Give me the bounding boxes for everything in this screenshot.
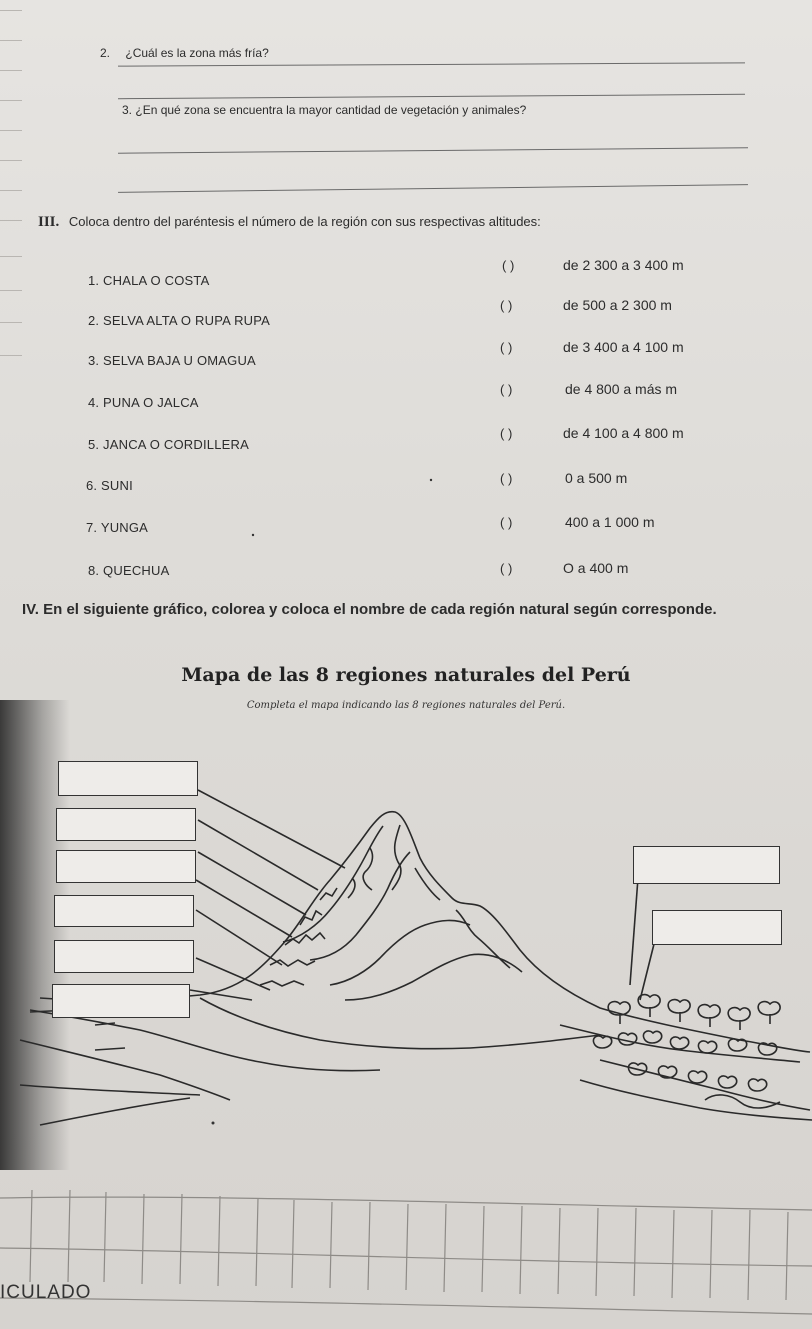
answer-parenthesis[interactable]: ( ) — [500, 471, 513, 486]
answer-parenthesis[interactable]: ( ) — [500, 340, 513, 355]
region-label-box[interactable] — [58, 761, 198, 796]
dot-mark — [430, 479, 432, 481]
dot-mark — [252, 534, 254, 536]
region-name: 3. SELVA BAJA U OMAGUA — [88, 353, 256, 368]
region-label-box[interactable] — [54, 895, 194, 927]
question-text: ¿En qué zona se encuentra la mayor cantidad de vegetación y animales? — [135, 103, 527, 117]
altitude-range: 400 a 1 000 m — [565, 514, 655, 530]
notebook-footer-text: ICULADO — [0, 1282, 92, 1303]
answer-parenthesis[interactable]: ( ) — [500, 515, 513, 530]
region-label-box[interactable] — [52, 984, 190, 1018]
answer-parenthesis[interactable]: ( ) — [502, 258, 515, 273]
section-instruction: Coloca dentro del paréntesis el número de la región con sus respectivas altitudes: — [68, 214, 541, 229]
region-name: 1. CHALA O COSTA — [88, 273, 210, 288]
region-label-box[interactable] — [56, 850, 196, 883]
region-label-box[interactable] — [633, 846, 780, 884]
notebook-grid — [0, 1190, 812, 1329]
question-number: 2. — [100, 46, 111, 60]
altitude-range: de 4 800 a más m — [565, 381, 678, 397]
region-name: 6. SUNI — [86, 478, 133, 493]
altitude-range: de 2 300 a 3 400 m — [563, 257, 684, 273]
region-label-box[interactable] — [54, 940, 194, 973]
altitude-range: O a 400 m — [563, 560, 629, 576]
region-name: 2. SELVA ALTA O RUPA RUPA — [88, 313, 271, 328]
question-text: ¿Cuál es la zona más fría? — [125, 46, 269, 60]
altitude-range: de 3 400 a 4 100 m — [563, 339, 684, 355]
region-label-box[interactable] — [652, 910, 782, 945]
region-name: 5. JANCA O CORDILLERA — [88, 437, 249, 452]
answer-parenthesis[interactable]: ( ) — [500, 298, 513, 313]
answer-parenthesis[interactable]: ( ) — [500, 426, 513, 441]
answer-parenthesis[interactable]: ( ) — [500, 561, 513, 576]
region-name: 8. QUECHUA — [88, 563, 170, 578]
altitude-range: de 4 100 a 4 800 m — [563, 425, 684, 441]
section-4-instruction: IV. En el siguiente gráfico, colorea y coloca el nombre de cada región natural según corresponde. — [22, 601, 717, 618]
region-name: 4. PUNA O JALCA — [88, 395, 199, 410]
map-title: Mapa de las 8 regiones naturales del Perú — [181, 664, 631, 686]
dot-mark — [212, 1122, 215, 1125]
answer-parenthesis[interactable]: ( ) — [500, 382, 513, 397]
altitude-range: de 500 a 2 300 m — [563, 297, 672, 313]
map-subtitle: Completa el mapa indicando las 8 regiones naturales del Perú. — [246, 700, 566, 711]
region-label-box[interactable] — [56, 808, 196, 841]
question-number: 3. — [122, 103, 133, 117]
region-name: 7. YUNGA — [86, 520, 149, 535]
altitude-range: 0 a 500 m — [565, 470, 628, 486]
section-numeral: III. — [38, 214, 60, 230]
